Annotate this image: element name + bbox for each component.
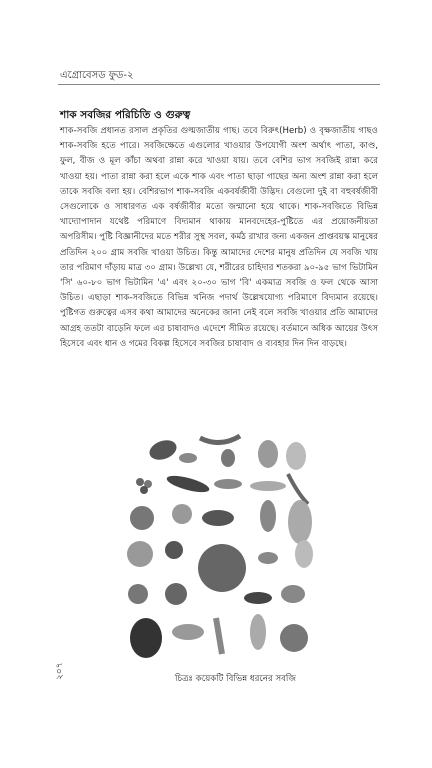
vegetables-figure	[118, 418, 328, 662]
header-divider	[58, 84, 380, 85]
body-paragraph: শাক-সবজি প্রধানত রসাল প্রকৃতির গুল্মজাতীয় গাছ। তবে বিরুৎ(Herb) ও বৃক্ষজাতীয় গাছও শাক-সবজি হতে পারে। সবজিক্ষেতে এগুলোর খাওয়ার উপযোগী অংশ অর্থাৎ পাতা, কাণ্ড, ফুল, বীজ ও মূল কাঁচা অথবা রান্না করে খাওয়া যায়। তবে বেশির ভাগ সবজিই রান্না করে খাওয়া হয়। পাতা রান্না করা হলে একে শাক এবং পাতা ছাড়া গাছের অন্য অংশ রান্না করা হলে তাকে সবজি বলা হয়। বেশিরভাগ শাক-সবজি একবর্ষজীবী উদ্ভিদ। বেগুলো দুই বা বহুবর্ষজীবী সেগুলোকে ও সাধারণত এক বর্ষজীবীর মতো জন্মানো হয়ে থাকে। শাক-সবজিতে বিভিন্ন খাদ্যোপাদান যথেষ্ট পরিমাণে বিদ্যমান থাকায় মানবদেহের-পুষ্টিতে এর প্রয়োজনীয়তা অপরিসীম। পুষ্টি বিজ্ঞানীদের মতে শরীর সুস্থ সবল, কর্মঠ রাখার জন্য একজন প্রাপ্তবয়স্ক মানুষের প্রতিদিন ২০০ গ্রাম সবজি খাওয়া উচিত। কিন্তু আমাদের দেশের মানুষ প্রতিদিন যে সবজি খায় তার পরিমাণ দাঁড়ায় মাত্র ৩০ গ্রাম। উল্লেখ্য যে, শরীরের চাহিদার শতকরা ৯০-৯৫ ভাগ ভিটামিন 'সি' ৬০-৮০ ভাগ ভিটামিন 'এ' এবং ২০-৩০ ভাগ 'বি' একমাত্র সবজি ও ফল থেকে আসা উচিত। এছাড়া শাক-সবজিতে বিভিন্ন খনিজ পদার্থ উল্লেখযোগ্য পরিমাণে বিদ্যমান রয়েছে। পুষ্টিগত গুরুত্বের এসব কথা আমাদের অনেকের জানা নেই বলে সবজি খাওয়ার প্রতি আমাদের আগ্রহ ততটা বাড়েনি ফলে এর চাষাবাদও এদেশে সীমিত রয়েছে। বর্তমানে অধিক আয়ের উৎস হিসেবে এবং ধান ও গমের বিকল্প হিসেবে সবজির চাষাবাদ ও ব্যবহার দিন দিন বাড়ছে।	[60, 126, 378, 349]
body-text	[60, 124, 378, 352]
page-number: ২০৭	[55, 662, 65, 680]
running-header: এগ্রোবেসড ফুড-২	[60, 70, 134, 81]
figure-caption: চিত্রঃ কয়েকটি বিভিন্ন ধরনের সবজি	[175, 674, 297, 684]
vegetables-collage-icon	[118, 418, 328, 662]
section-title: শাক সবজির পরিচিতি ও গুরুত্ব	[60, 109, 191, 121]
